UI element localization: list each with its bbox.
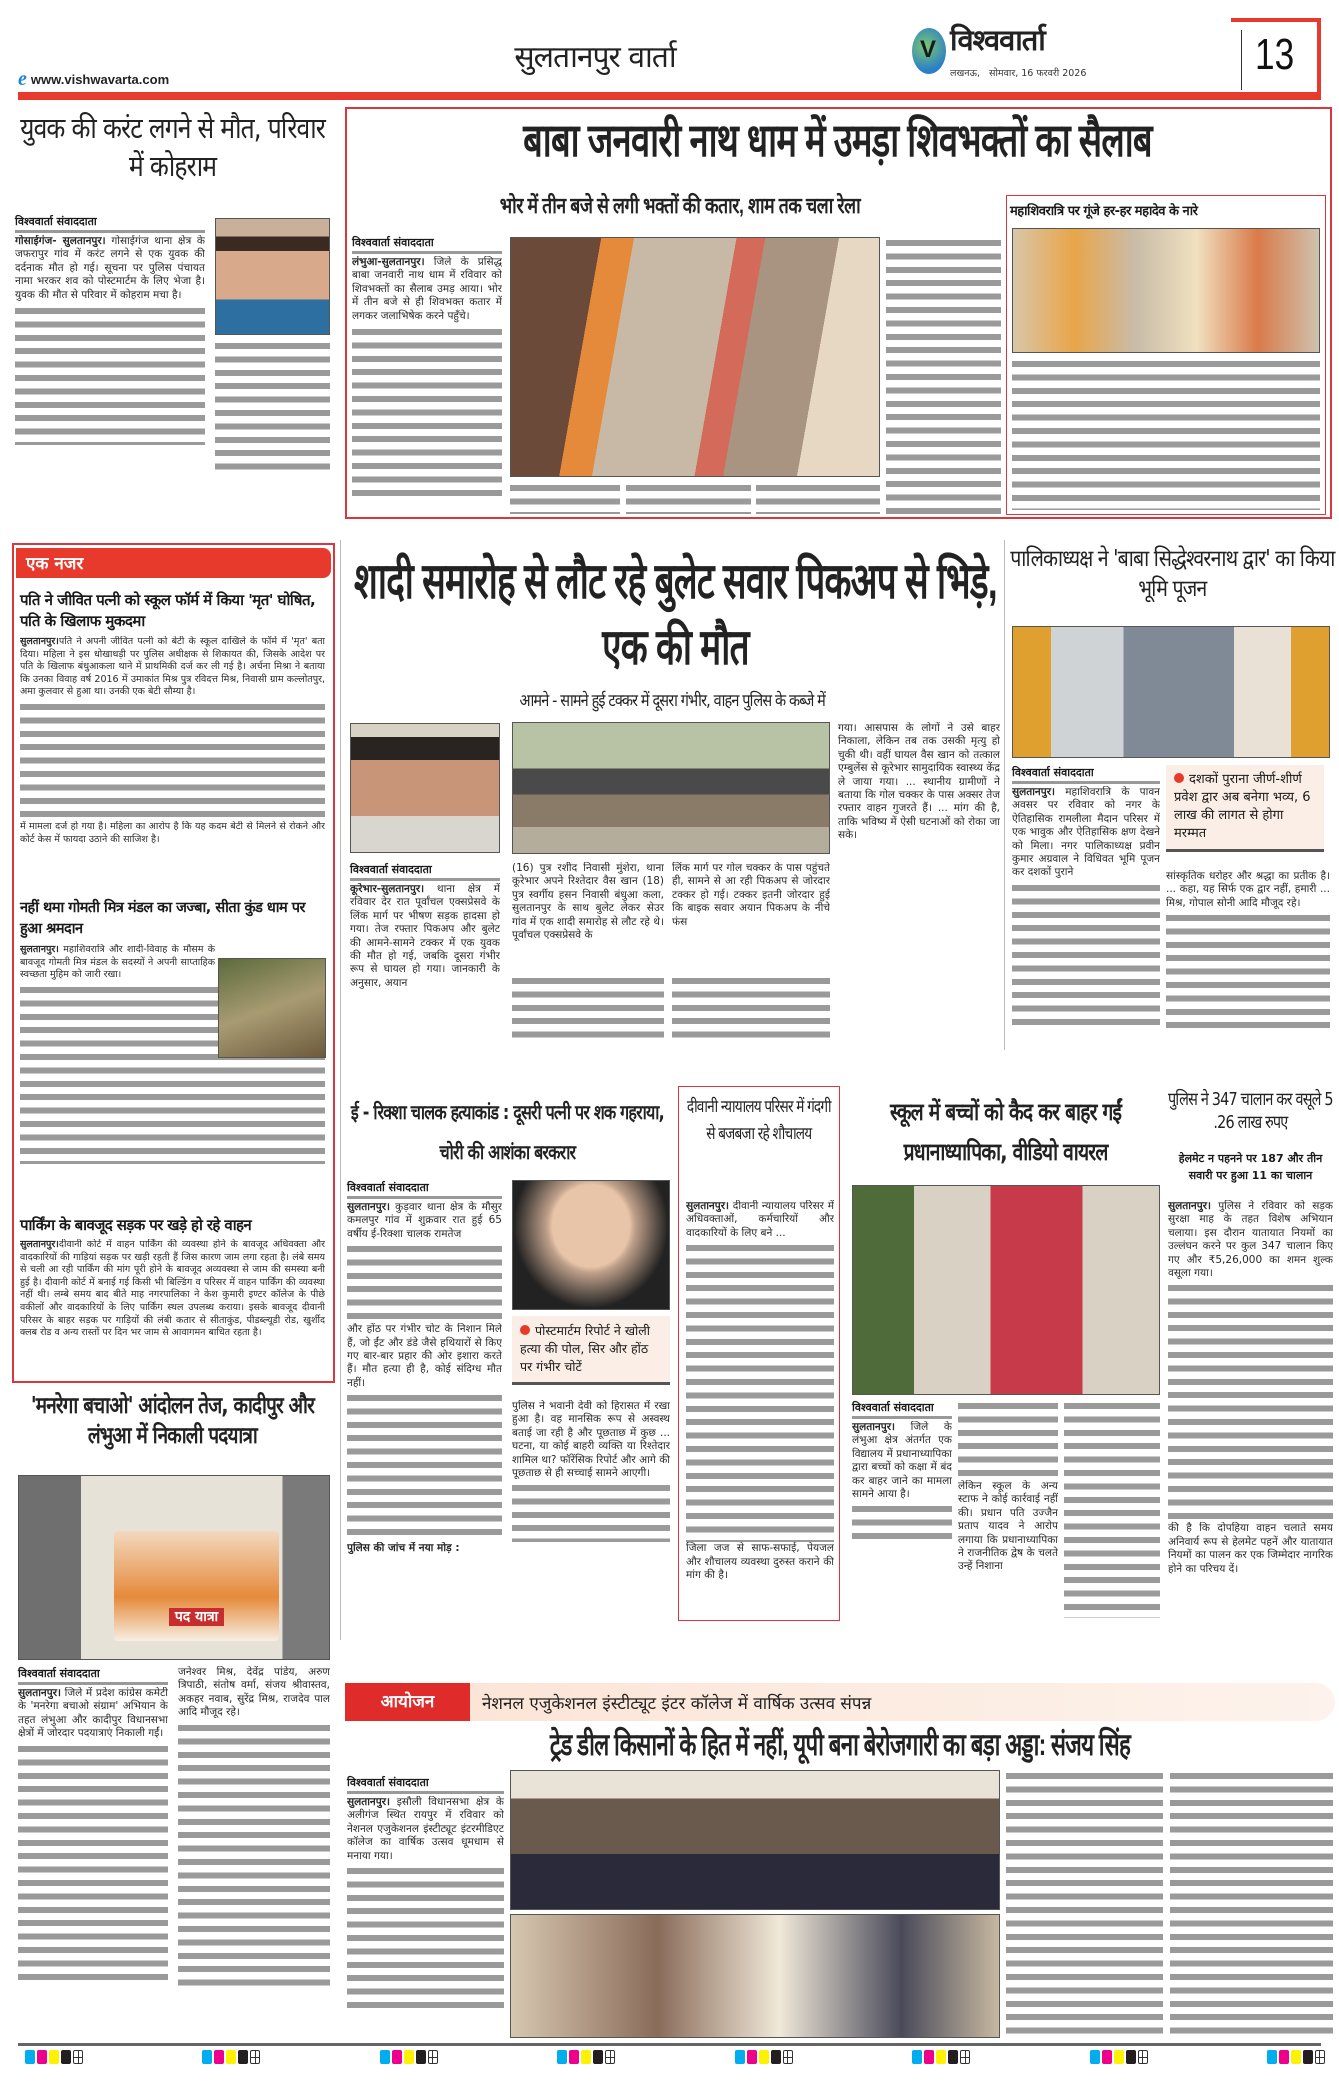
subheadline-janvari-nath: भोर में तीन बजे से लगी भक्तों की कतार, शाम तक चला रेला [499,193,861,218]
article-body [350,883,500,990]
dateline-lead: सुलतानपुर। [20,1239,59,1250]
text-column [1064,1400,1160,1618]
item-body [20,944,215,982]
aayojan-tag: आयोजन [345,1683,470,1721]
dateline-lead: सुलतानपुर। [1168,1200,1211,1212]
cmyk-swatch-group [912,2050,970,2064]
headline-police-challan: पुलिस ने 347 चालान कर वसूले 5 .26 लाख रुपए [1168,1089,1333,1134]
photo-bhoomi-pujan [1012,626,1330,758]
cmyk-swatch-group [1090,2050,1148,2064]
padyatra-banner [114,1531,279,1641]
siddheshwarnath-col2 [1166,870,1330,1032]
color-swatch [49,2050,59,2064]
callout-text: पोस्टमार्टम रिपोर्ट ने खोली हत्या की पोल, सिर और होंठ पर गंभीर चोटें [520,1323,651,1374]
callout-text: दशकों पुराना जीर्ण-शीर्ण प्रवेश द्वार अब बनेगा भव्य, 6 लाख की लागत से होगा मरम्मत [1174,772,1311,841]
text-continuation [18,1743,168,1983]
registration-mark-icon [250,2050,260,2064]
text-continuation [1012,882,1160,1032]
registration-mark-icon [960,2050,970,2064]
article-body [352,256,502,323]
school-col2 [958,1400,1058,1574]
banner-text: पद यात्रा [169,1608,224,1626]
callout-e-rickshaw [512,1316,670,1385]
article-e-rickshaw [347,1180,502,1556]
ek-nazar-item-1 [20,590,325,846]
byline: विश्ववार्ता संवाददाता [18,1666,168,1685]
photo-padyatra [18,1475,330,1660]
headline-national-education: ट्रेड डील किसानों के हित में नहीं, यूपी बना बेरोजगारी का बड़ा अड्डा: संजय सिंह [549,1727,1131,1762]
item-headline: नहीं थमा गोमती मित्र मंडल का जज्बा, सीता कुंड धाम पर हुआ श्रमदान [20,900,305,937]
color-swatch [771,2050,781,2064]
color-swatch [404,2050,414,2064]
body-text: लेकिन स्कूल के अन्य स्टाफ ने कोई कार्रवाई नहीं की। प्रधान पति उज्जैन प्रताप यादव ने आरोप लगाया कि प्रधानाध्यापिका ने राजनीतिक द्वेष के चलते उन्हें निशाना [958,1480,1058,1573]
dateline: लखनऊ, सोमवार, 16 फरवरी 2026 [950,68,1087,79]
cmyk-swatch-group [557,2050,615,2064]
mahashivratri-title: महाशिवरात्रि पर गूंजे हर-हर महादेव के नारे [1010,204,1198,219]
body-text: और होंठ पर गंभीर चोट के निशान मिले हैं, जो ईंट और डंडे जैसे हथियारों से किए गए बार-बार प्रहार की ओर इशारा करते हैं। मौत हत्या ही है, कोई संदिग्ध मौत नहीं। [347,1323,502,1389]
registration-mark-icon [1138,2050,1148,2064]
text-column [626,482,751,514]
text-column [1006,1770,1163,2038]
dateline-lead: सुलतानपुर। [347,1796,390,1808]
text-column: गया। आसपास के लोगों ने उसे बाहर निकाला, लेकिन तब तक उसकी मृत्यु हो चुकी थी। वहीं घायल वैस खान को तत्काल एम्बुलेंस से कूरेभार सामुदायिक स्वास्थ्य केंद्र ले जाया गया। ... स्थानीय ग्रामीणों ने बताया कि गोल चक्कर के पास अक्सर तेज रफ्तार वाहन गुजरते हैं। ... मांग की है, ताकि भविष्य में ऐसी घटनाओं को रोका जा सके। [838,722,1000,842]
column-divider [340,540,341,1640]
registration-mark-icon [783,2050,793,2064]
color-swatch [924,2050,934,2064]
color-swatch [416,2050,426,2064]
body-text: पुलिस ने रविवार को सड़क सुरक्षा माह के तहत विशेष अभियान चलाया। इस दौरान यातायात नियमों का उल्लंघन करने पर कुल 347 चालान किए गए और ₹5,26,000 का शमन शुल्क वसूला गया। [1168,1200,1333,1280]
byline: विश्ववार्ता संवाददाता [347,1180,502,1199]
body-text: थाना क्षेत्र में रविवार देर रात पूर्वांचल एक्सप्रेसवे के लिंक मार्ग पर भीषण सड़क हादसा हो गया। तेज रफ्तार पिकअप और बुलेट की आमने-सामने टक्कर में एक युवक की मौत हो गई, जबकि दूसरा गंभीर रूप से घायल हो गया। जानकारी के अनुसार, अयान [350,883,500,989]
photo-annual-function-audience [510,1770,1000,1910]
color-swatch [1291,2050,1301,2064]
text-continuation [686,1242,834,1542]
page-number: 13 [1255,30,1295,79]
body-text: दीवानी न्यायालय परिसर में अधिवक्ताओं, कर्मचारियों और वादकारियों के लिए बने ... [686,1200,834,1239]
color-swatch [1267,2050,1277,2064]
text-continuation [178,1722,330,1992]
cmyk-swatch-group [735,2050,793,2064]
article-current-death [15,214,205,445]
article-body [1012,786,1160,880]
body-text: जनेश्वर मिश्र, देवेंद्र पांडेय, अरुण त्रिपाठी, संतोष वर्मा, संजय श्रीवास्तव, अकहर नवाब, सुरेंद्र मिश्र, राजदेव पाल आदि मौजूद रहे। [178,1666,330,1719]
photo-shivratri-procession [1012,228,1320,353]
brand-name: विश्ववार्ता [950,23,1045,57]
body-text: महाशिवरात्रि और शादी-विवाह के मौसम के बावजूद गोमती मित्र मंडल के सदस्यों ने अपनी साप्ताहिक स्वच्छता मुहिम को जारी रखा। [20,944,215,981]
article-manrega [18,1666,168,1983]
subheadline-bullet-accident: आमने - सामने हुई टक्कर में दूसरा गंभीर, वाहन पुलिस के कब्जे में [519,691,825,711]
byline: विश्ववार्ता संवाददाता [347,1775,504,1794]
dateline-lead: सुलतानपुर। [20,944,59,955]
photo-school-video [852,1185,1160,1395]
body-text: महाशिवरात्रि के पावन अवसर पर रविवार को नगर के ऐतिहासिक रामलीला मैदान परिसर में एक भावुक और ऐतिहासिक क्षण देखने को मिला। नगर पालिकाध्यक्ष प्रवीन कुमार अग्रवाल ने विधिवत भूमि पूजन कर दशकों पुराने [1012,786,1160,879]
color-swatch [593,2050,603,2064]
aayojan-banner [345,1683,1335,1721]
header-red-bar [18,92,1321,100]
color-swatch [226,2050,236,2064]
color-swatch [747,2050,757,2064]
article-police-challan [1168,1200,1333,1576]
dateline-lead: सुलतानपुर। [852,1421,895,1433]
article-body [347,1796,504,1863]
bullet-dot-icon [1174,773,1184,783]
article-court-toilets [686,1200,834,1582]
item-headline: पति ने जीवित पत्नी को स्कूल फॉर्म में किया 'मृत' घोषित, पति के खिलाफ मुकदमा [20,591,316,630]
subhead: पुलिस की जांच में नया मोड़ : [347,1542,460,1555]
text-continuation [15,305,205,445]
color-swatch [569,2050,579,2064]
photo-shramdan [218,958,326,1058]
headline-e-rickshaw: ई - रिक्शा चालक हत्याकांड : दूसरी पत्नी पर शक गहराया, चोरी की आशंका बरकरार [350,1100,664,1164]
dateline-lead: कूरेभार-सुलतानपुर। [350,883,425,895]
dateline-lead: सुलतानपुर। [347,1201,390,1213]
body-text: पुलिस ने भवानी देवी को हिरासत में रखा हुआ है। वह मानसिक रूप से अस्वस्थ बताई जा रही है और पूछताछ में कुछ ... घटना, या कोई बाहरी व्यक्ति या रिश्तेदार शामिल था? फॉरेंसिक रिपोर्ट और आगे की पूछताछ से ही सच्चाई सामने आएगी। [512,1400,670,1480]
text-column [1170,1770,1333,2038]
body-text: जिले के प्रसिद्ध बाबा जनवारी नाथ धाम में रविवार को शिवभक्तों का सैलाब उमड़ आया। भोर में तीन बजे से ही शिवभक्त कतार में लगकर जलाभिषेक करने पहुँचे। [352,256,502,322]
ek-nazar-item-3 [20,1215,325,1340]
body-text: कुड़वार थाना क्षेत्र के मौसुर कमलपुर गांव में शुक्रवार रात हुई 65 वर्षीय ई-रिक्शा चालक रामतेज [347,1201,502,1240]
footer-rule [18,2043,1321,2046]
cmyk-swatch-group [25,2050,83,2064]
cmyk-swatch-group [380,2050,438,2064]
bullet-dot-icon [520,1325,530,1335]
byline: विश्ववार्ता संवाददाता [352,235,502,254]
item-ending: में मामला दर्ज हो गया है। महिला का आरोप है कि यह कदम बेटी से मिलने से रोकने और कोर्ट केस में फायदा उठाने की साजिश है। [20,820,325,845]
brand-logo-icon: V [912,28,946,74]
headline-manrega: 'मनरेगा बचाओ' आंदोलन तेज, कादीपुर और लंभुआ में निकाली पदयात्रा [30,1393,315,1449]
dateline-lead: लंभुआ-सुलतानपुर। [352,256,425,268]
byline: विश्ववार्ता संवाददाता [350,862,500,881]
color-swatch [214,2050,224,2064]
text-column [886,237,1001,514]
dateline-lead: सुलतानपुर। [18,1687,61,1699]
byline: विश्ववार्ता संवाददाता [852,1400,952,1419]
color-registration-strip [25,2050,1325,2064]
website-url[interactable]: e www.vishwavarta.com [18,68,170,90]
body-text: दीवानी कोर्ट में वाहन पार्किंग की व्यवस्था होने के बावजूद अधिवक्ता और वादकारियों की गाड़ियां सड़क पर खड़ी रहती हैं जिस कारण जाम लगा रहता है। लंबे समय से चली आ रही पार्किंग की मांग पूरी होने के बावजूद अव्यवस्था से जाम की समस्या बनी हुई है। दीवानी कोर्ट में बनाई गई किसी भी बिल्डिंग व परिसर में वाहन पार्किंग की व्यवस्था नहीं थी। लम्बे समय बाद बीते माह नगरपालिका ने केश कुमारी इण्टर कॉलेज के पीछे वकीलों और वादकारियों के लिए पार्किंग स्थल उपलब्ध कराया। इसके बावजूद दीवानी परिसर के बाहर सड़क पर गाड़ियों की लंबी कतार से सीताकुंड, पीडब्ल्यूडी रोड, खुर्शीद क्लब रोड व अन्य रास्तों पर दिन भर जाम से आवागमन बाधित रहता है। [20,1239,325,1339]
body-text: जिले के लंभुआ क्षेत्र अंतर्गत एक विद्यालय में प्रधानाध्यापिका द्वारा बच्चों को कक्षा में बंद कर बाहर जाने का मामला सामने आया है। [852,1421,952,1501]
item-body [20,1239,325,1340]
item-body [20,636,325,699]
text-continuation [347,1392,502,1542]
dateline-lead: सुलतानपुर। [1012,786,1055,798]
registration-mark-icon [1315,2050,1325,2064]
text-column: लिंक मार्ग पर गोल चक्कर के पास पहुंचते ही, सामने से आ रही पिकअप से जोरदार टक्कर हो गई। टक्कर इतनी जोरदार हुई कि बाइक सवार अयान पिकअप के नीचे फंस [672,862,830,928]
byline: विश्ववार्ता संवाददाता [15,214,205,233]
color-swatch [1126,2050,1136,2064]
article-national-education [347,1775,504,2015]
color-swatch [759,2050,769,2064]
text-continuation [1166,912,1330,1032]
body-text: गोसाईगंज थाना क्षेत्र के जफरापुर गांव में करंट लगने से एक युवक की दर्दनाक मौत हो गई। सूचना पर पुलिस पंचायत नामा भरकर शव को पोस्टमार्टम के लिए भेजा है। युवक की मौत से परिवार में कोहराम मचा है। [15,235,205,301]
color-swatch [735,2050,745,2064]
photo-temple-devotees [510,237,880,477]
photo-crashed-motorcycle [512,722,830,854]
text-continuation [20,701,325,821]
dateline-lead: गोसाईगंज- सुलतानपुर। [15,235,106,247]
body-text: जिले में प्रदेश कांग्रेस कमेटी के 'मनरेगा बचाओ संग्राम' अभियान के तहत लंभुआ और कादीपुर विधानसभा क्षेत्रों में जोरदार पदयात्राएं निकाली गईं। [18,1687,168,1740]
text-column [510,482,620,514]
color-swatch [912,2050,922,2064]
article-siddheshwarnath [1012,765,1160,1032]
text-column [756,482,880,514]
article-manrega-col2 [178,1666,330,1992]
text-continuation [512,1482,670,1542]
dateline-lead: सुलतानपुर। [686,1200,729,1212]
registration-mark-icon [428,2050,438,2064]
body-text: सांस्कृतिक धरोहर और श्रद्धा का प्रतीक है। ... कहा, यह सिर्फ एक द्वार नहीं, हमारी ... मिश्र, गोपाल सोनी आदि मौजूद रहे। [1166,870,1330,909]
color-swatch [1090,2050,1100,2064]
body-text: पति ने अपनी जीवित पत्नी को बेटी के स्कूल दाखिले के फॉर्म में 'मृत' बता दिया। महिला ने इस धोखाधड़ी पर पुलिस अधीक्षक से शिकायत की, जिसके आदेश पर पति के खिलाफ बंधुआकला थाने में प्राथमिकी दर्ज कर ली गई है। अर्चना मिश्रा ने बताया कि उनका विवाह वर्ष 2016 में उमाकांत मिश्र पुत्र रविदत्त मिश्र, निवासी ग्राम कल्लोतपुर, अमा कुलवार से हुआ था। उनकी एक बेटी सौम्या है। [20,636,325,698]
label-text: एक नजर [26,554,84,574]
color-swatch [936,2050,946,2064]
e-rickshaw-col2 [512,1400,670,1542]
color-swatch [202,2050,212,2064]
text-continuation [852,1503,952,1543]
headline-bullet-accident: शादी समारोह से लौट रहे बुलेट सवार पिकअप से भिड़े, एक की मौत [354,553,997,675]
article-bullet-accident [350,862,500,990]
color-swatch [948,2050,958,2064]
color-swatch [380,2050,390,2064]
body-text: जिला जज से साफ-सफाई, पेयजल और शौचालय व्यवस्था दुरुस्त कराने की मांग की है। [686,1542,834,1582]
article-body [686,1200,834,1240]
photo-annual-function-stage [510,1914,1000,2038]
article-body [18,1687,168,1741]
color-swatch [1102,2050,1112,2064]
color-swatch [392,2050,402,2064]
article-school [852,1400,952,1543]
ek-nazar-label [16,548,331,578]
color-swatch [1303,2050,1313,2064]
headline-court-toilets: दीवानी न्यायालय परिसर में गंदगी से बजबजा रहे शौचालय [686,1097,831,1144]
aayojan-tagline: नेशनल एजुकेशनल इंस्टीट्यूट इंटर कॉलेज में वार्षिक उत्सव संपन्न [482,1693,872,1714]
text-continuation [1168,1282,1333,1522]
color-swatch [581,2050,591,2064]
registration-mark-icon [605,2050,615,2064]
color-swatch [1114,2050,1124,2064]
photo-victim-portrait [350,723,500,853]
text-continuation [958,1400,1058,1480]
callout-siddheshwarnath [1166,765,1324,852]
color-swatch [25,2050,35,2064]
browser-e-icon: e [18,68,27,90]
article-body [347,1201,502,1241]
color-swatch [37,2050,47,2064]
color-swatch [1279,2050,1289,2064]
text-column [1012,358,1320,510]
byline: विश्ववार्ता संवाददाता [1012,765,1160,784]
body-text: इसौली विधानसभा क्षेत्र के अलीगंज स्थित रायपुर में रविवार को नेशनल एजुकेशनल इंस्टीट्यूट इंटरमीडिएट कॉलेज का वार्षिक उत्सव धूमधाम से मनाया गया। [347,1796,504,1862]
subheadline-police-challan: हेलमेट न पहनने पर 187 और तीन सवारी पर हुआ 11 का चालान [1178,1152,1323,1182]
text-continuation [347,1243,502,1323]
color-swatch [557,2050,567,2064]
article-janvari-nath [352,235,502,496]
item-headline: पार्किंग के बावजूद सड़क पर खड़े हो रहे वाहन [20,1216,252,1234]
text-continuation [347,1865,504,2015]
body-text: की है कि दोपहिया वाहन चलाते समय अनिवार्य रूप से हेलमेट पहनें और यातायात नियमों का पालन कर एक जिम्मेदार नागरिक होने का परिचय दें। [1168,1522,1333,1575]
article-body [15,235,205,302]
color-swatch [61,2050,71,2064]
article-body [1168,1200,1333,1280]
headline-janvari-nath: बाबा जनवारी नाथ धाम में उमड़ा शिवभक्तों का सैलाब [523,114,1152,166]
article-body [852,1421,952,1501]
text-column [512,975,664,1040]
registration-mark-icon [73,2050,83,2064]
dateline-lead: सुलतानपुर। [20,636,59,647]
photo-youth-portrait [215,218,330,335]
cmyk-swatch-group [1267,2050,1325,2064]
text-column [215,340,330,475]
photo-victim-elderly [512,1180,670,1310]
column-divider [1004,540,1005,1050]
section-title: सुलतानपुर वार्ता [514,40,676,75]
text-column: (16) पुत्र रशीद निवासी मुंशेरा, थाना कूरेभार अपने रिश्तेदार वैस खान (18) पुत्र स्वर्गीय हसन निवासी बंधुआ कला, सुलतानपुर के साथ बुलेट लेकर सेउर गांव में एक शादी समारोह से लौट रहे थे। पूर्वांचल एक्सप्रेसवे के [512,862,664,942]
text-column [672,975,830,1040]
text-continuation [352,326,502,496]
cmyk-swatch-group [202,2050,260,2064]
headline-school: स्कूल में बच्चों को कैद कर बाहर गईं प्रधानाध्यापिका, वीडियो वायरल [890,1098,1122,1166]
headline-current-death: युवक की करंट लगने से मौत, परिवार में कोहराम [20,111,326,183]
color-swatch [238,2050,248,2064]
headline-siddheshwarnath: पालिकाध्यक्ष ने 'बाबा सिद्धेश्वरनाथ द्वार' का किया भूमि पूजन [1010,546,1335,602]
